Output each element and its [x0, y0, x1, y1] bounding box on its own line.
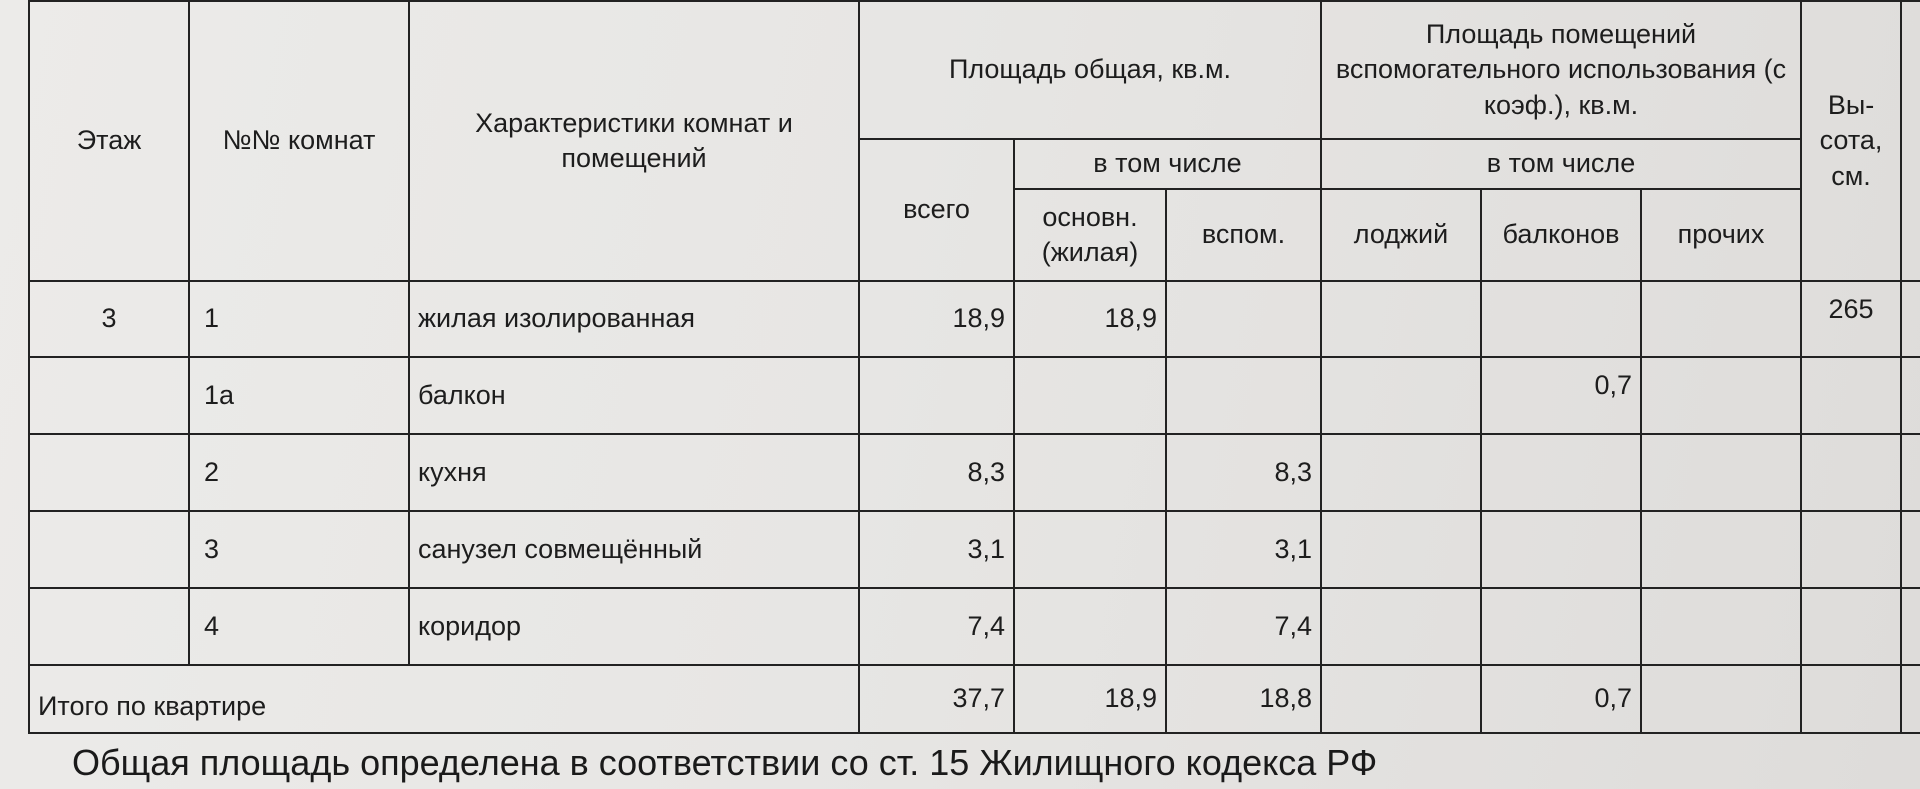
cut-column-cell	[1901, 511, 1920, 588]
cell-height	[1801, 588, 1901, 665]
area-table	[28, 0, 1920, 734]
header-other: прочих	[1641, 189, 1801, 281]
header-main: основн. (жилая)	[1014, 189, 1166, 281]
cell-balcony: 0,7	[1481, 357, 1641, 434]
cell-floor	[29, 357, 189, 434]
cut-column-cell	[1901, 588, 1920, 665]
cell-main	[1014, 588, 1166, 665]
header-height: Вы-сота, см.	[1801, 1, 1901, 281]
cell-height	[1801, 357, 1901, 434]
cut-column-cell	[1901, 357, 1920, 434]
cell-height: 265	[1801, 281, 1901, 357]
header-balcony: балконов	[1481, 189, 1641, 281]
cell-balcony	[1481, 281, 1641, 357]
summary-other	[1641, 665, 1801, 733]
cell-height	[1801, 511, 1901, 588]
cell-other	[1641, 588, 1801, 665]
cell-floor	[29, 588, 189, 665]
cell-floor	[29, 511, 189, 588]
header-total: всего	[859, 139, 1014, 281]
cut-column-cell	[1901, 281, 1920, 357]
summary-balcony: 0,7	[1481, 665, 1641, 733]
cell-height	[1801, 434, 1901, 511]
cut-column-header	[1901, 1, 1920, 281]
cell-floor	[29, 434, 189, 511]
summary-loggia	[1321, 665, 1481, 733]
header-aux: вспом.	[1166, 189, 1321, 281]
footer-note: Общая площадь определена в соответствии со ст. 15 Жилищного кодекса РФ	[72, 742, 1378, 783]
cell-balcony	[1481, 588, 1641, 665]
cell-aux: 7,4	[1166, 588, 1321, 665]
cell-total	[859, 357, 1014, 434]
cell-balcony	[1481, 434, 1641, 511]
cell-loggia	[1321, 434, 1481, 511]
cell-aux	[1166, 281, 1321, 357]
cell-desc: санузел совмещённый	[409, 511, 859, 588]
header-incl-total: в том числе	[1014, 139, 1321, 189]
cell-room: 3	[189, 511, 409, 588]
cell-other	[1641, 434, 1801, 511]
summary-row	[29, 665, 1920, 733]
table-row	[29, 511, 1920, 588]
summary-aux: 18,8	[1166, 665, 1321, 733]
cell-room: 1а	[189, 357, 409, 434]
header-floor: Этаж	[29, 1, 189, 281]
cell-room: 4	[189, 588, 409, 665]
cell-total: 7,4	[859, 588, 1014, 665]
cell-desc: кухня	[409, 434, 859, 511]
table-row	[29, 434, 1920, 511]
header-characteristics: Характеристики комнат и помещений	[409, 1, 859, 281]
cell-other	[1641, 281, 1801, 357]
cut-column-cell	[1901, 665, 1920, 733]
summary-label: Итого по квартире	[29, 665, 859, 733]
cell-loggia	[1321, 511, 1481, 588]
summary-height	[1801, 665, 1901, 733]
cell-main	[1014, 357, 1166, 434]
table-row	[29, 357, 1920, 434]
header-row-1	[29, 1, 1920, 139]
cell-total: 8,3	[859, 434, 1014, 511]
cell-aux	[1166, 357, 1321, 434]
cell-floor: 3	[29, 281, 189, 357]
cell-desc: балкон	[409, 357, 859, 434]
cell-desc: коридор	[409, 588, 859, 665]
cell-desc: жилая изолированная	[409, 281, 859, 357]
cell-other	[1641, 357, 1801, 434]
table-row	[29, 588, 1920, 665]
cell-aux: 8,3	[1166, 434, 1321, 511]
header-area-aux: Площадь помещений вспомогательного использования (с коэф.), кв.м.	[1321, 1, 1801, 139]
table-row	[29, 281, 1920, 357]
header-rooms: №№ комнат	[189, 1, 409, 281]
header-area-total: Площадь общая, кв.м.	[859, 1, 1321, 139]
cell-other	[1641, 511, 1801, 588]
cell-loggia	[1321, 281, 1481, 357]
summary-main: 18,9	[1014, 665, 1166, 733]
cell-balcony	[1481, 511, 1641, 588]
cell-total: 3,1	[859, 511, 1014, 588]
cell-room: 1	[189, 281, 409, 357]
cell-loggia	[1321, 357, 1481, 434]
header-incl-aux: в том числе	[1321, 139, 1801, 189]
cell-room: 2	[189, 434, 409, 511]
summary-total: 37,7	[859, 665, 1014, 733]
cut-column-cell	[1901, 434, 1920, 511]
cell-main: 18,9	[1014, 281, 1166, 357]
header-loggia: лоджий	[1321, 189, 1481, 281]
cell-loggia	[1321, 588, 1481, 665]
cell-main	[1014, 511, 1166, 588]
cell-total: 18,9	[859, 281, 1014, 357]
cell-main	[1014, 434, 1166, 511]
cell-aux: 3,1	[1166, 511, 1321, 588]
